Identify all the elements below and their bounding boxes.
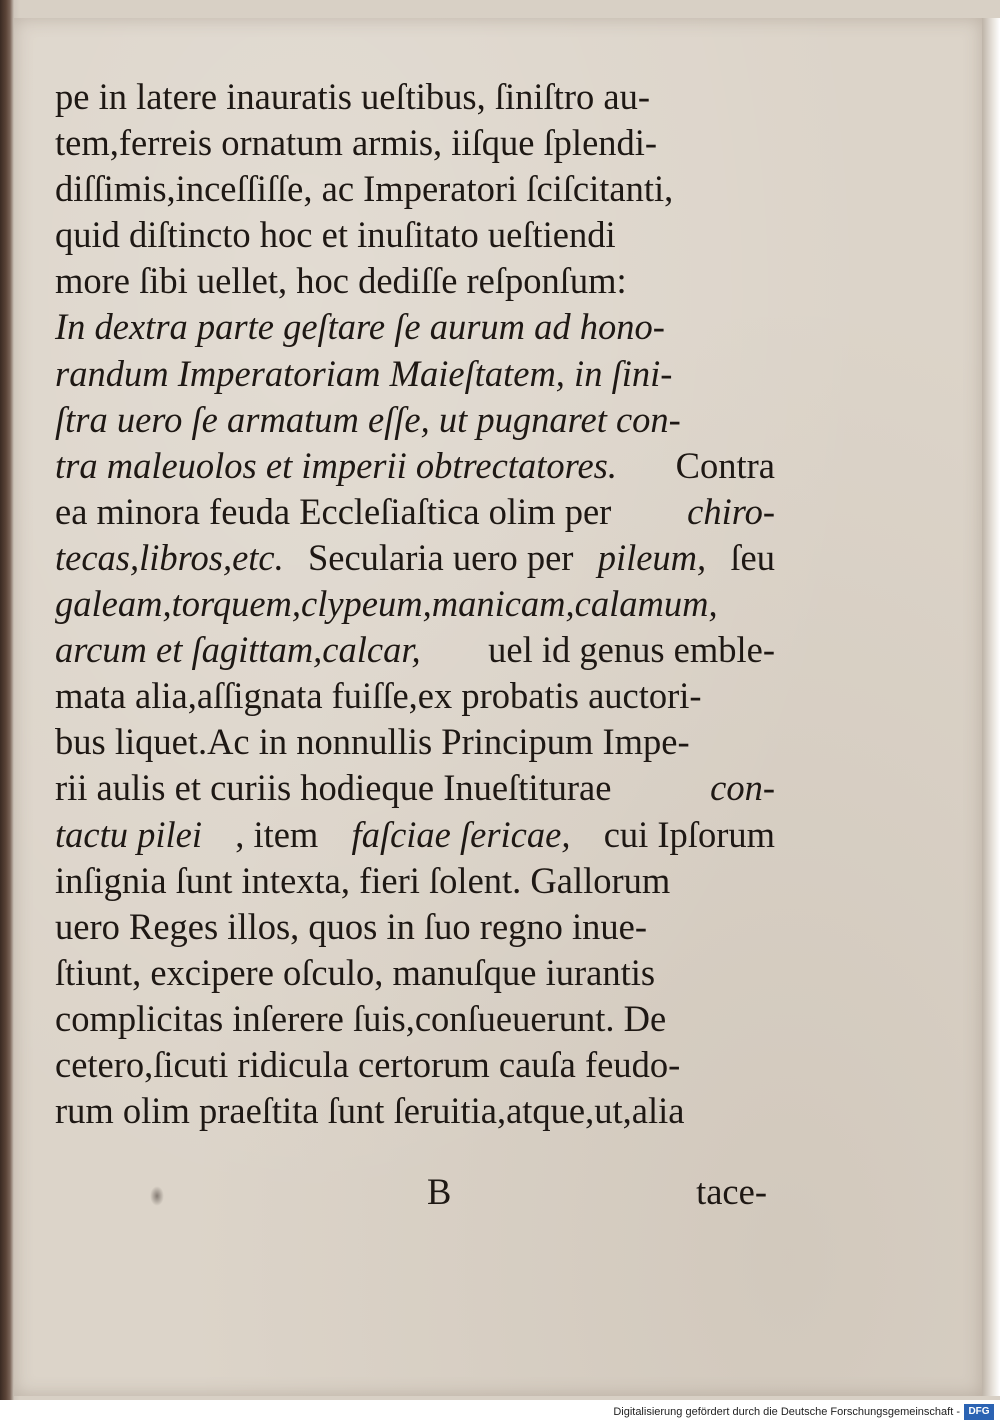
text-segment: more ſibi uellet, hoc dediſſe reſponſum: xyxy=(55,260,627,302)
text-line xyxy=(55,1088,775,1134)
text-line xyxy=(55,719,775,765)
text-segment: uero Reges illos, quos in ſuo regno inue- xyxy=(55,905,648,947)
catchword: tace- xyxy=(696,1171,767,1212)
text-segment: rii aulis et curiis hodieque Inueſtiturae xyxy=(55,767,612,809)
page-right-edge xyxy=(982,18,1000,1396)
page-text xyxy=(55,74,775,1134)
text-segment: quid diſtincto hoc et inuſitato ueſtiendi xyxy=(55,214,616,256)
text-segment: ea minora feuda Eccleſiaſtica olim per xyxy=(55,490,612,532)
text-line xyxy=(55,397,775,443)
italic-text-segment: tra maleuolos et imperii obtrectatores. xyxy=(55,444,617,486)
text-segment: uel id genus emble- xyxy=(488,629,775,671)
text-line xyxy=(55,904,775,950)
signature-mark: B xyxy=(427,1171,452,1212)
text-segment: cui Ipſorum xyxy=(603,813,775,855)
text-line xyxy=(55,166,775,212)
text-line xyxy=(55,351,775,397)
text-line xyxy=(55,950,775,996)
text-segment: bus liquet.Ac in nonnullis Principum Impe- xyxy=(55,721,690,763)
italic-text-segment: con- xyxy=(710,767,775,809)
text-segment: ſeu xyxy=(730,536,775,578)
page-footer xyxy=(55,1170,775,1216)
text-segment: , item xyxy=(235,813,319,855)
text-line xyxy=(55,304,775,350)
text-line xyxy=(55,581,775,627)
text-line xyxy=(55,212,775,258)
dfg-logo: DFG xyxy=(964,1404,994,1420)
text-line xyxy=(55,489,775,535)
text-line xyxy=(55,858,775,904)
text-line xyxy=(55,673,775,719)
italic-text-segment: tactu pilei xyxy=(55,813,202,855)
text-line xyxy=(55,120,775,166)
italic-text-segment: chiro- xyxy=(687,490,775,532)
text-line xyxy=(55,1042,775,1088)
italic-text-segment: In dextra parte geſtare ſe aurum ad hono- xyxy=(55,306,665,348)
text-segment: pe in latere inauratis ueſtibus, ſiniſtro au- xyxy=(55,76,650,117)
text-segment: inſignia ſunt intexta, fieri ſolent. Gallorum xyxy=(55,859,671,901)
text-line xyxy=(55,258,775,304)
text-segment: rum olim praeſtita ſunt ſeruitia,atque,ut,alia xyxy=(55,1090,685,1132)
text-segment: Secularia uero per xyxy=(307,536,574,578)
italic-text-segment: pileum, xyxy=(597,536,707,578)
italic-text-segment: faſciae ſericae, xyxy=(351,813,571,855)
italic-text-segment: tecas,libros,etc. xyxy=(55,536,284,578)
text-segment: diſſimis,inceſſiſſe, ac Imperatori ſciſcitanti, xyxy=(55,168,674,210)
text-segment: mata alia,aſſignata fuiſſe,ex probatis auctori- xyxy=(55,675,702,717)
text-line xyxy=(55,535,775,581)
text-segment: Contra xyxy=(675,444,775,486)
text-segment: ſtiunt, excipere oſculo, manuſque iurantis xyxy=(55,951,656,993)
italic-text-segment: arcum et ſagittam,calcar, xyxy=(55,629,421,671)
text-line xyxy=(55,996,775,1042)
text-line xyxy=(55,812,775,858)
text-line xyxy=(55,765,775,811)
text-line xyxy=(55,627,775,673)
digitization-credit: Digitalisierung gefördert durch die Deutsche Forschungsgemeinschaft - xyxy=(613,1406,960,1418)
italic-text-segment: galeam,torquem,clypeum,manicam,calamum, xyxy=(55,583,718,625)
text-line xyxy=(55,74,775,120)
italic-text-segment: ſtra uero ſe armatum eſſe, ut pugnaret con- xyxy=(55,398,681,440)
text-segment: tem,ferreis ornatum armis, iiſque ſplendi- xyxy=(55,122,658,164)
italic-text-segment: randum Imperatoriam Maieſtatem, in ſini- xyxy=(55,352,673,394)
text-segment: cetero,ſicuti ridicula certorum cauſa feudo- xyxy=(55,1043,681,1085)
text-line xyxy=(55,443,775,489)
text-segment: complicitas inſerere ſuis,conſueuerunt. De xyxy=(55,997,667,1039)
ink-smudge xyxy=(150,1186,164,1206)
